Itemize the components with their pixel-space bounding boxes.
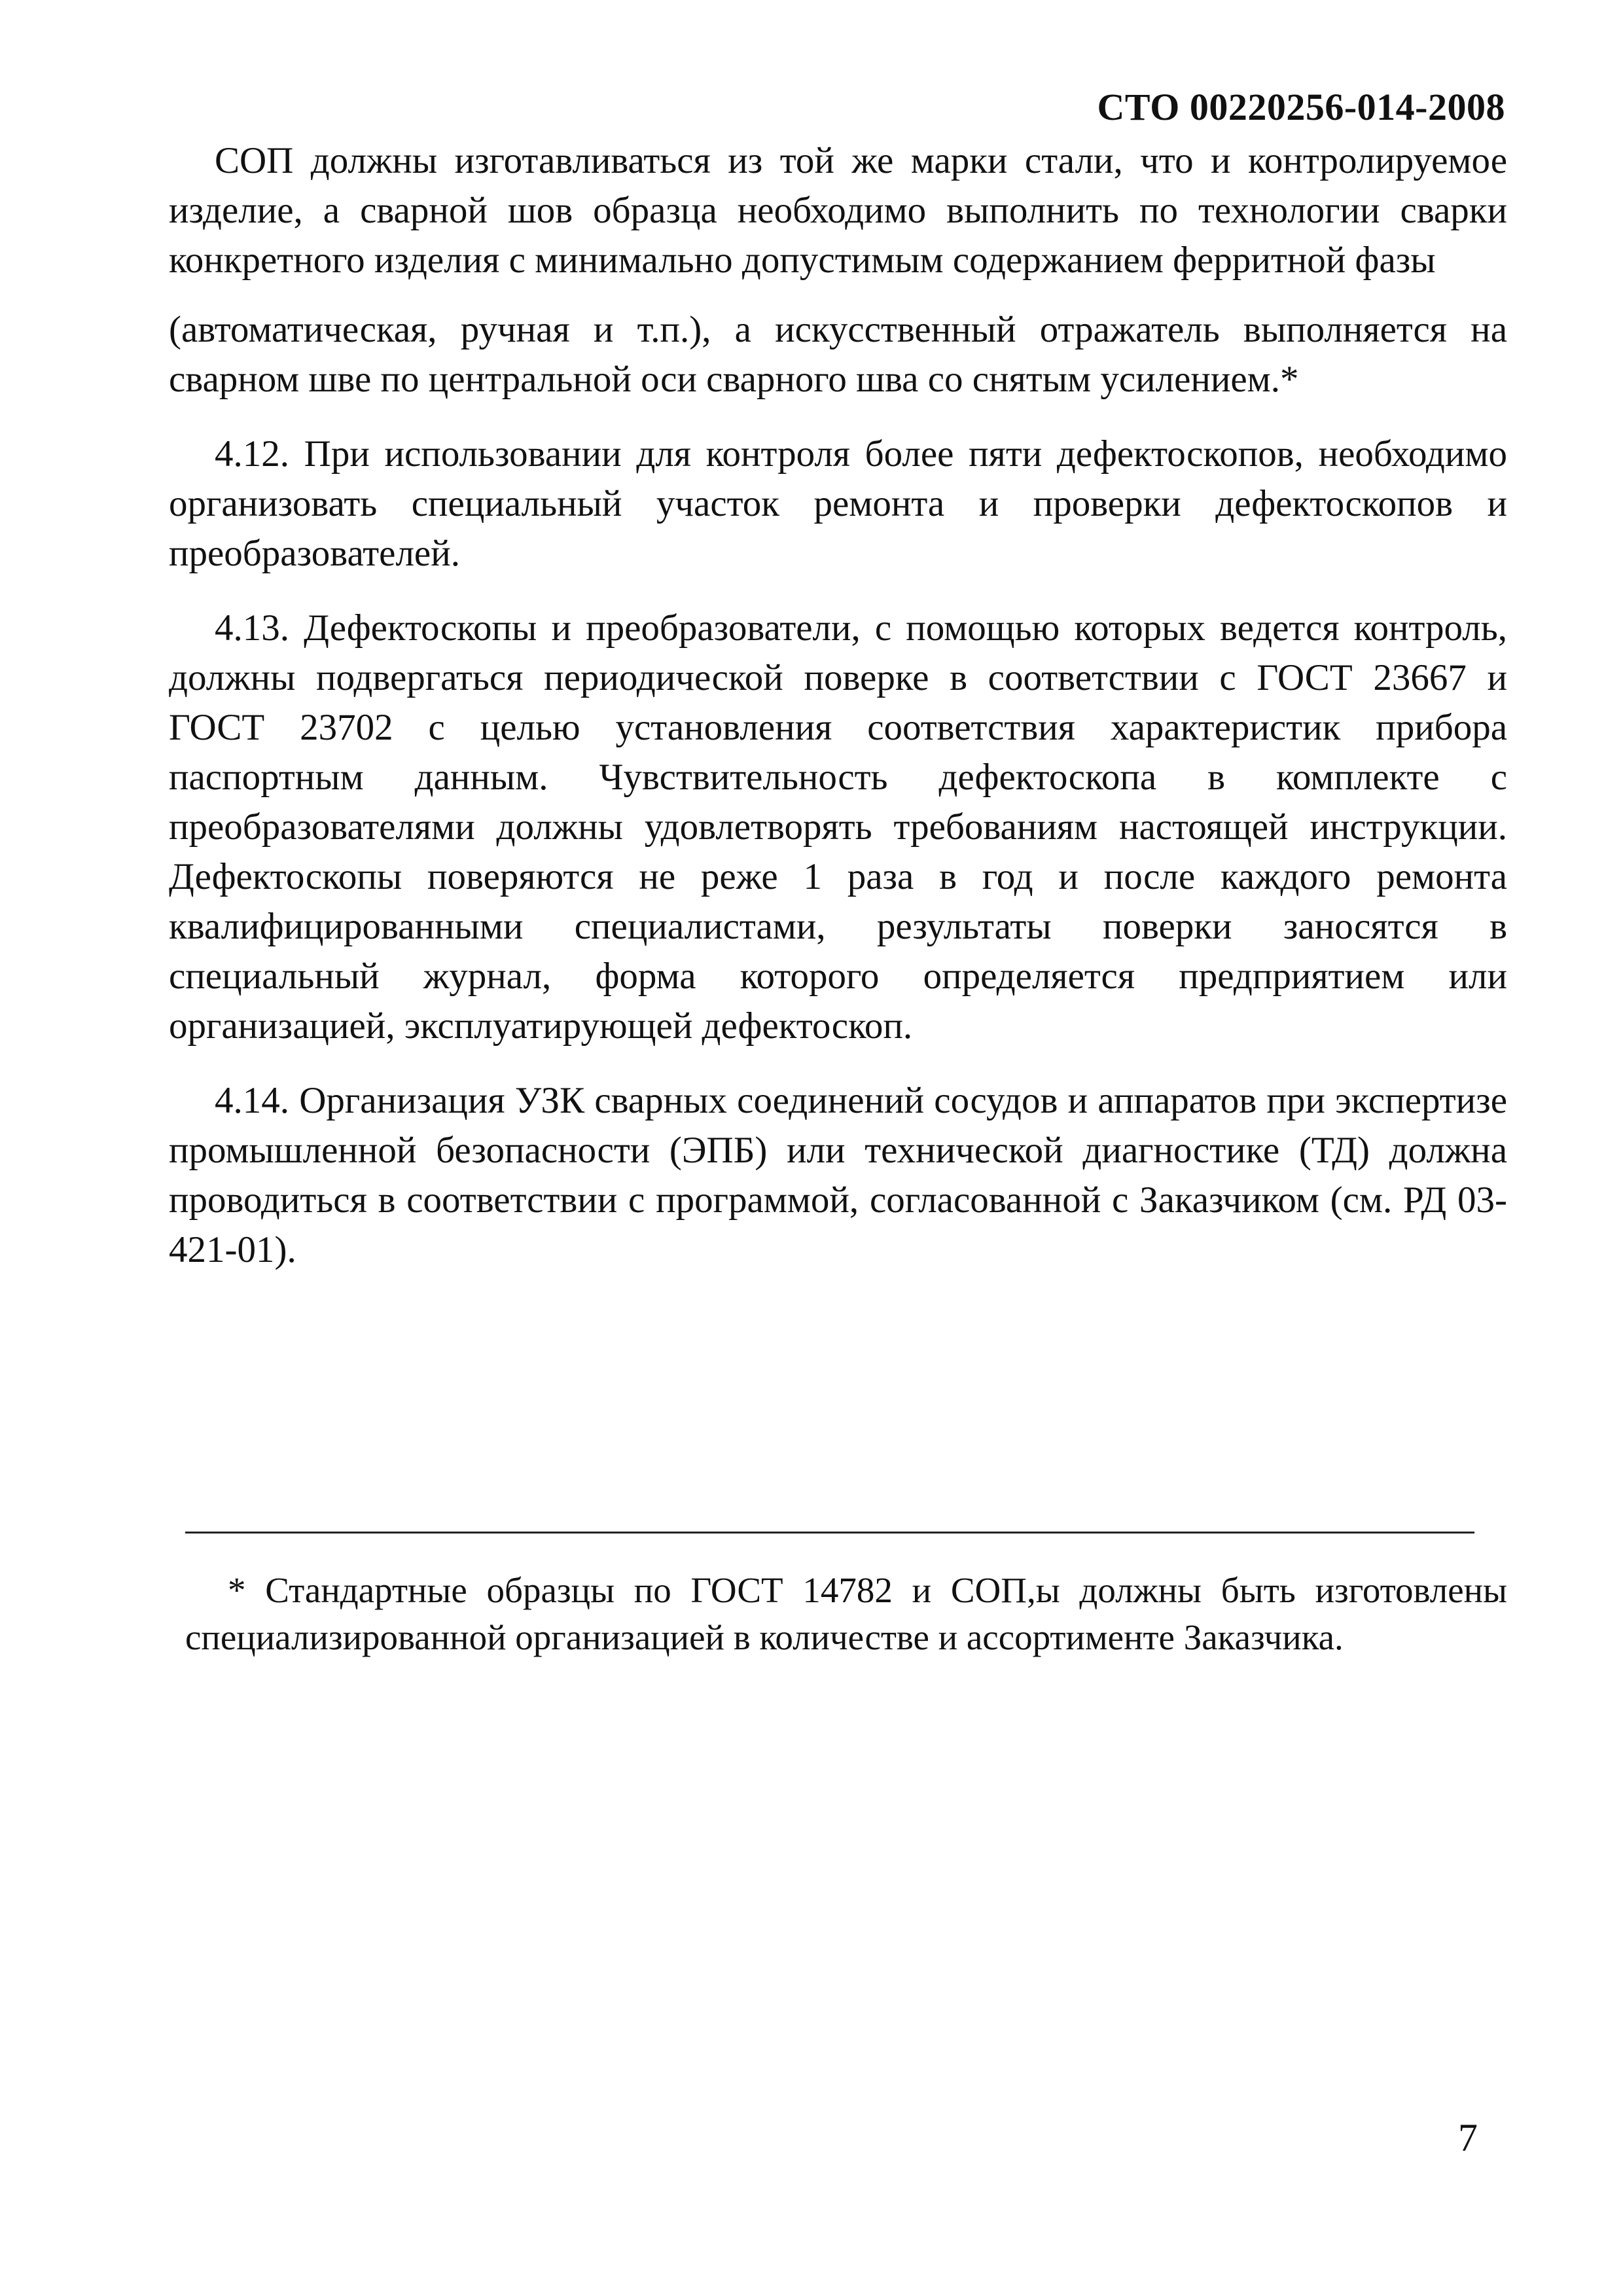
footnote: * Стандартные образцы по ГОСТ 14782 и СОП,ы должны быть изготовлены специализированной организацией в количестве и ассортименте Заказчика.: [185, 1570, 1507, 1657]
paragraph-4-12: 4.12. При использовании для контроля более пяти дефектоскопов, необходимо организовать специальный участок ремонта и проверки дефектоскопов и преобразователей.: [169, 433, 1507, 574]
document-code-header: СТО 00220256-014-2008: [1097, 86, 1505, 128]
paragraph-4-13: 4.13. Дефектоскопы и преобразователи, с помощью которых ведется контроль, должны подвергаться периодической поверке в соответствии с ГОСТ 23667 и ГОСТ 23702 с целью установления соответствия характеристик прибора паспортным данным. Чувствительность дефектоскопа в комплекте с преобразователями должны удовлетворять требованиям настоящей инструкции. Дефектоскопы поверяются не реже 1 раза в год и после каждого ремонта квалифицированными специалистами, результаты поверки заносятся в специальный журнал, форма которого определяется предприятием или организацией, эксплуатирующей дефектоскоп.: [169, 607, 1507, 1047]
footnote-divider: [185, 1532, 1474, 1534]
paragraph-4-14: 4.14. Организация УЗК сварных соединений сосудов и аппаратов при экспертизе промышленной безопасности (ЭПБ) или технической диагностике (ТД) должна проводиться в соответствии с программой, согласованной с Заказчиком (см. РД 03-421-01).: [169, 1080, 1507, 1270]
paragraph-sop-continuation: СОП должны изготавливаться из той же марки стали, что и контролируемое изделие, а сварной шов образца необходимо выполнить по технологии сварки конкретного изделия с минимально допустимым содержанием ферритной фазы: [169, 140, 1507, 281]
paragraph-sop-reflector: (автоматическая, ручная и т.п.), а искусственный отражатель выполняется на сварном шве по центральной оси сварного шва со снятым усилением.*: [169, 309, 1507, 400]
page-number: 7: [1458, 2116, 1478, 2159]
